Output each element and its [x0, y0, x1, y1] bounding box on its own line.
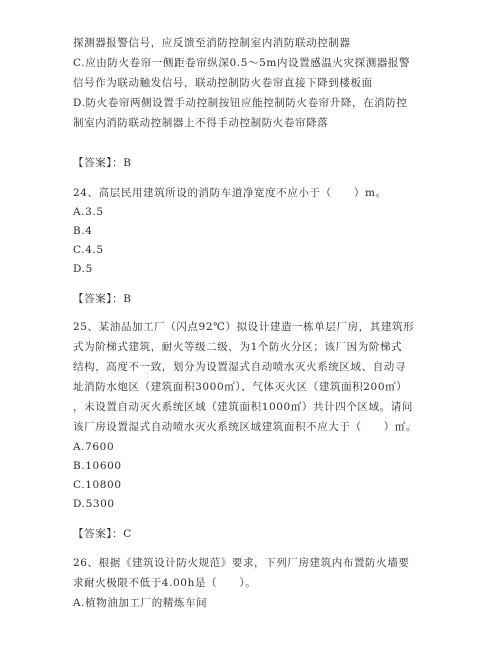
question-text: 24、高层民用建筑所设的消防车道净宽度不应小于（ ）m。	[73, 187, 387, 199]
option-b: B.10600	[73, 460, 122, 472]
question-text: 结构，高度不一致，划分为设置湿式自动喷水灭火系统区域、自动寻	[73, 361, 406, 373]
question-text: 26、根据《建筑设计防火规范》要求，下列厂房建筑内布置防火墙要	[73, 557, 410, 569]
answer-label: 【答案】：C	[73, 528, 132, 540]
answer-label: 【答案】：B	[73, 157, 132, 169]
question-text: 该厂房设置湿式自动喷水灭火系统区域建筑面积不应大于（ ）㎡。	[73, 421, 418, 433]
text-line: 制室内消防联动控制器上不得手动控制防火卷帘降落	[73, 117, 329, 129]
text-line: 信号作为联动触发信号，联动控制防火卷帘直接下降到楼板面	[73, 77, 373, 89]
option-a: A.植物油加工厂的精炼车间	[73, 597, 208, 609]
question-text: 求耐火极限不低于4.00h是（ ）。	[73, 577, 257, 589]
question-text: ，未设置自动灭火系统区域（建筑面积1000㎡）共计四个区域。请问	[73, 401, 413, 413]
option-d: D.5	[73, 263, 93, 275]
text-line: 探测器报警信号，应反馈至消防控制室内消防联动控制器	[73, 37, 351, 49]
option-b: B.4	[73, 225, 93, 237]
option-a: A.3.5	[73, 206, 104, 218]
option-c: C.4.5	[73, 244, 104, 256]
option-d: D.5300	[73, 498, 115, 510]
option-a: A.7600	[73, 441, 115, 453]
question-text: 25、某油品加工厂（闪点92℃）拟设计建造一栋单层厂房，其建筑形	[73, 321, 415, 333]
text-line: C.应由防火卷帘一侧距卷帘纵深0.5～5m内设置感温火灾探测器报警	[73, 57, 411, 69]
text-line: D.防火卷帘两侧设置手动控制按钮应能控制防火卷帘升降，在消防控	[73, 97, 408, 109]
question-text: 式为阶梯式建筑，耐火等级二级，为1个防火分区；该厂因为阶梯式	[73, 341, 403, 353]
answer-label: 【答案】：B	[73, 293, 132, 305]
question-text: 址消防水炮区（建筑面积3000㎡）、气体灭火区（建筑面积200㎡）	[73, 381, 408, 393]
option-c: C.10800	[73, 479, 122, 491]
